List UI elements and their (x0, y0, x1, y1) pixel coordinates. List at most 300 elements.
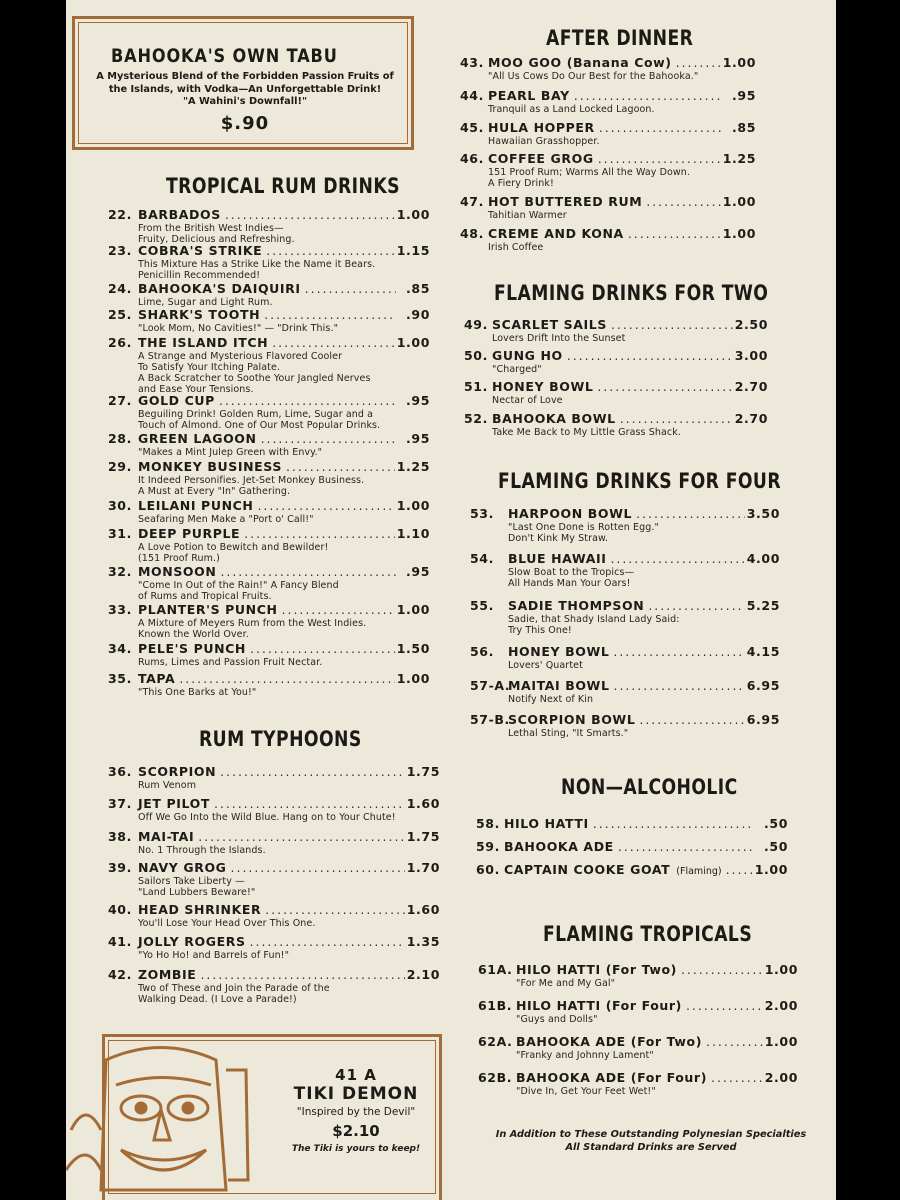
item-description-line: Hawaiian Grasshopper. (488, 136, 600, 147)
menu-item-line (460, 120, 756, 136)
item-name: HARPOON BOWL (508, 506, 633, 521)
item-price: 1.10 (396, 526, 430, 541)
menu-item (464, 379, 768, 406)
leader-dots (686, 998, 763, 1014)
item-number: 58. (476, 816, 500, 831)
item-price: 1.35 (406, 934, 440, 949)
menu-item-line (108, 281, 430, 297)
item-description-line: Sailors Take Liberty — (138, 876, 245, 887)
menu-item (460, 120, 756, 147)
item-name: NAVY GROG (138, 860, 227, 875)
menu-item-line (108, 602, 430, 618)
item-price: 1.00 (396, 602, 430, 617)
item-description-line: Lime, Sugar and Light Rum. (138, 297, 273, 308)
item-description (464, 333, 768, 344)
item-description-line: Don't Kink My Straw. (508, 533, 609, 544)
menu-item (108, 796, 440, 823)
menu-item (470, 712, 780, 739)
item-description-line: of Rums and Tropical Fruits. (138, 591, 272, 602)
menu-item-line (478, 998, 798, 1014)
item-name: BAHOOKA ADE (For Two) (516, 1034, 703, 1049)
item-description-line: (151 Proof Rum.) (138, 553, 220, 564)
menu-item-line (470, 644, 780, 660)
item-price: 1.00 (396, 671, 430, 686)
item-description (108, 351, 430, 395)
menu-item (108, 307, 430, 334)
leader-dots (261, 431, 396, 447)
item-number: 60. (476, 862, 500, 877)
leader-dots (250, 934, 405, 950)
heading-flaming-four: FLAMING DRINKS FOR FOUR (498, 469, 782, 493)
item-description (108, 323, 430, 334)
menu-item-line (460, 226, 756, 242)
item-description (464, 427, 768, 438)
item-name: COFFEE GROG (488, 151, 594, 166)
item-name: HILO HATTI (504, 816, 589, 831)
item-number: 50. (464, 348, 488, 363)
item-description (464, 395, 768, 406)
menu-item-line (108, 860, 440, 876)
item-number: 54. (470, 551, 494, 566)
item-description (108, 950, 440, 961)
item-description-line: Tranquil as a Land Locked Lagoon. (488, 104, 655, 115)
heading-flaming-tropicals: FLAMING TROPICALS (543, 922, 753, 946)
heading-rum-typhoons: RUM TYPHOONS (199, 727, 362, 751)
item-number: 55. (470, 598, 494, 613)
item-number: 56. (470, 644, 494, 659)
menu-item (108, 207, 430, 245)
item-price: 1.75 (406, 829, 440, 844)
menu-item (464, 348, 768, 375)
item-description-line: Lovers' Quartet (508, 660, 583, 671)
item-description (108, 223, 430, 245)
item-description-line: A Mixture of Meyers Rum from the West Indies. (138, 618, 367, 629)
item-name: BAHOOKA ADE (For Four) (516, 1070, 708, 1085)
item-price: .95 (406, 564, 430, 579)
item-number: 57-A. (470, 678, 511, 693)
menu-item-line (108, 335, 430, 351)
leader-dots (628, 226, 721, 242)
item-price: 1.00 (396, 498, 430, 513)
leader-dots (597, 379, 732, 395)
item-price: 1.00 (754, 862, 788, 877)
tabu-box (72, 16, 414, 150)
leader-dots (726, 862, 753, 878)
item-number: 53. (470, 506, 494, 521)
menu-item (108, 671, 430, 698)
menu-item-line (108, 641, 430, 657)
leader-dots (610, 551, 744, 567)
item-description-line: "Guys and Dolls" (516, 1014, 598, 1025)
item-name: BAHOOKA'S DAIQUIRI (138, 281, 301, 296)
item-name: JET PILOT (138, 796, 210, 811)
item-description-line: Rum Venom (138, 780, 197, 791)
item-name: SCORPION (138, 764, 217, 779)
leader-dots (264, 307, 396, 323)
menu-item-line (108, 564, 430, 580)
item-description-line: Two of These and Join the Parade of the (138, 983, 330, 994)
tabu-desc-line: "A Wahini's Downfall!" (182, 96, 308, 107)
item-description-line: "Yo Ho Ho! and Barrels of Fun!" (138, 950, 290, 961)
tiki-description: "Inspired by the Devil" (296, 1106, 416, 1118)
item-description (460, 104, 756, 115)
leader-dots (305, 281, 396, 297)
menu-item-line (460, 194, 756, 210)
footer-line: In Addition to These Outstanding Polynesian Specialties (495, 1129, 807, 1140)
heading-non-alcoholic: NON—ALCOHOLIC (561, 775, 738, 799)
menu-item (108, 564, 430, 602)
item-price: .90 (406, 307, 430, 322)
menu-item (108, 902, 440, 929)
tabu-desc-line: the Islands, with Vodka—An Unforgettable Drink! (108, 83, 382, 95)
menu-item (476, 862, 788, 878)
item-name: SADIE THOMPSON (508, 598, 645, 613)
item-description-line: Take Me Back to My Little Grass Shack. (492, 427, 681, 438)
leader-dots (676, 55, 721, 71)
menu-item-line (460, 55, 756, 71)
menu-item (478, 998, 798, 1025)
item-description-line: Notify Next of Kin (508, 694, 594, 705)
item-name: COBRA'S STRIKE (138, 243, 263, 258)
item-description (108, 983, 440, 1005)
menu-item (478, 962, 798, 989)
leader-dots (244, 526, 395, 542)
item-price: 1.75 (406, 764, 440, 779)
leader-dots (567, 348, 733, 364)
item-name: HILO HATTI (For Two) (516, 962, 677, 977)
item-description (470, 728, 780, 739)
leader-dots (200, 967, 404, 983)
tabu-description (75, 71, 415, 109)
item-price: .95 (732, 88, 756, 103)
menu-page (66, 0, 836, 1200)
item-price: 2.70 (734, 379, 768, 394)
menu-item-line (476, 839, 788, 855)
item-description (108, 447, 430, 458)
leader-dots (231, 860, 405, 876)
menu-item (108, 243, 430, 281)
item-description-line: Sadie, that Shady Island Lady Said: (508, 614, 680, 625)
item-number: 35. (108, 671, 132, 686)
item-price: 2.00 (764, 998, 798, 1013)
leader-dots (618, 839, 754, 855)
leader-dots (225, 207, 395, 223)
menu-item-line (476, 862, 788, 878)
item-number: 41. (108, 934, 132, 949)
item-description (478, 1086, 798, 1097)
item-name: GOLD CUP (138, 393, 215, 408)
item-description-line: A Love Potion to Bewitch and Bewilder! (138, 542, 329, 553)
item-description (108, 409, 430, 431)
menu-item (108, 335, 430, 395)
menu-item (464, 411, 768, 438)
item-price: 1.00 (764, 1034, 798, 1049)
leader-dots (636, 506, 745, 522)
item-description-line: "Look Mom, No Cavities!" — "Drink This." (138, 323, 339, 334)
item-description-line: A Must at Every "In" Gathering. (138, 486, 291, 497)
item-name: SCARLET SAILS (492, 317, 607, 332)
item-description (108, 876, 440, 898)
item-description-line: All Hands Man Your Oars! (508, 578, 631, 589)
item-number: 61A. (478, 962, 513, 977)
item-description-line: "Franky and Johnny Lament" (516, 1050, 654, 1061)
leader-dots (598, 151, 721, 167)
item-description-line: From the British West Indies— (138, 223, 284, 234)
leader-dots (220, 764, 405, 780)
item-name: JOLLY ROGERS (138, 934, 246, 949)
item-description-line: Touch of Almond. One of Our Most Popular Drinks. (138, 420, 381, 431)
menu-item (470, 644, 780, 671)
leader-dots (711, 1070, 763, 1086)
item-description-line: Slow Boat to the Tropics— (508, 567, 635, 578)
item-description-line: Tahitian Warmer (488, 210, 567, 221)
item-name: MAITAI BOWL (508, 678, 610, 693)
item-number: 51. (464, 379, 488, 394)
item-description-line: and Ease Your Tensions. (138, 384, 254, 395)
item-price: .95 (406, 431, 430, 446)
item-name: SCORPION BOWL (508, 712, 636, 727)
menu-item (464, 317, 768, 344)
item-number: 32. (108, 564, 132, 579)
item-price: 4.15 (746, 644, 780, 659)
leader-dots (648, 598, 744, 614)
item-number: 27. (108, 393, 132, 408)
menu-item (470, 678, 780, 705)
item-number: 34. (108, 641, 132, 656)
item-price: 1.25 (396, 459, 430, 474)
item-description (478, 978, 798, 989)
item-number: 36. (108, 764, 132, 779)
item-number: 23. (108, 243, 132, 258)
item-description-line: Beguiling Drink! Golden Rum, Lime, Sugar and a (138, 409, 374, 420)
menu-item (460, 194, 756, 221)
item-description (478, 1050, 798, 1061)
leader-dots (265, 902, 404, 918)
item-number: 57-B. (470, 712, 510, 727)
item-price: 6.95 (746, 678, 780, 693)
item-description (460, 242, 756, 253)
leader-dots (639, 712, 744, 728)
item-description (108, 687, 430, 698)
item-description-line: Off We Go Into the Wild Blue. Hang on to Your Chute! (138, 812, 396, 823)
item-number: 40. (108, 902, 132, 917)
item-number: 44. (460, 88, 484, 103)
item-price: 1.50 (396, 641, 430, 656)
item-description-line: Try This One! (508, 625, 572, 636)
leader-dots (214, 796, 405, 812)
leader-dots (219, 393, 396, 409)
item-description-line: "Charged" (492, 364, 542, 375)
menu-item-line (108, 243, 430, 259)
menu-item (108, 764, 440, 791)
menu-item-line (464, 411, 768, 427)
item-description-line: Irish Coffee (488, 242, 544, 253)
item-name: THE ISLAND ITCH (138, 335, 269, 350)
item-price: 2.10 (406, 967, 440, 982)
item-number: 48. (460, 226, 484, 241)
item-name: GREEN LAGOON (138, 431, 257, 446)
item-description (108, 259, 430, 281)
item-name: HOT BUTTERED RUM (488, 194, 643, 209)
item-price: 1.00 (722, 194, 756, 209)
item-price: 2.50 (734, 317, 768, 332)
item-price: 5.25 (746, 598, 780, 613)
leader-dots (198, 829, 405, 845)
menu-item-line (108, 796, 440, 812)
item-price: .85 (732, 120, 756, 135)
item-number: 25. (108, 307, 132, 322)
menu-item-line (460, 88, 756, 104)
item-description (470, 567, 780, 589)
leader-dots (179, 671, 394, 687)
item-price: 1.00 (764, 962, 798, 977)
item-name: PELE'S PUNCH (138, 641, 246, 656)
item-price: 1.00 (396, 207, 430, 222)
item-description (108, 475, 430, 497)
item-description (108, 812, 440, 823)
item-number: 33. (108, 602, 132, 617)
item-price: .85 (406, 281, 430, 296)
menu-item (108, 393, 430, 431)
item-number: 31. (108, 526, 132, 541)
item-description-line: "Dive In, Get Your Feet Wet!" (516, 1086, 656, 1097)
leader-dots (681, 962, 763, 978)
leader-dots (282, 602, 395, 618)
menu-item (108, 459, 430, 497)
menu-item-line (470, 551, 780, 567)
item-description-line: A Back Scratcher to Soothe Your Jangled Nerves (138, 373, 371, 384)
item-name: PEARL BAY (488, 88, 570, 103)
item-name: DEEP PURPLE (138, 526, 241, 541)
item-number: 43. (460, 55, 484, 70)
item-description (478, 1014, 798, 1025)
menu-item (108, 860, 440, 898)
item-description-line: 151 Proof Rum; Warms All the Way Down. (488, 167, 691, 178)
menu-item-line (108, 393, 430, 409)
item-price: 4.00 (746, 551, 780, 566)
item-number: 28. (108, 431, 132, 446)
menu-item (108, 602, 430, 640)
item-description-line: "Come In Out of the Rain!" A Fancy Blend (138, 580, 339, 591)
item-description-line: "Land Lubbers Beware!" (138, 887, 256, 898)
item-name: GUNG HO (492, 348, 563, 363)
item-description-line: You'll Lose Your Head Over This One. (138, 918, 316, 929)
item-name: HONEY BOWL (492, 379, 594, 394)
menu-item (108, 829, 440, 856)
menu-item-line (464, 379, 768, 395)
item-price: .50 (764, 816, 788, 831)
leader-dots (611, 317, 733, 333)
menu-item-line (108, 207, 430, 223)
item-number: 29. (108, 459, 132, 474)
item-description (108, 580, 430, 602)
item-price: 1.00 (722, 226, 756, 241)
item-name: BAHOOKA BOWL (492, 411, 616, 426)
menu-item-line (108, 431, 430, 447)
item-description-line: It Indeed Personifies. Jet-Set Monkey Business. (138, 475, 365, 486)
item-description-line: "For Me and My Gal" (516, 978, 616, 989)
leader-dots (613, 644, 744, 660)
item-number: 42. (108, 967, 132, 982)
item-description (108, 845, 440, 856)
item-description-line: A Strange and Mysterious Flavored Cooler (138, 351, 343, 362)
item-description-line: No. 1 Through the Islands. (138, 845, 266, 856)
item-description (108, 514, 430, 525)
leader-dots (266, 243, 395, 259)
menu-item-line (108, 829, 440, 845)
menu-item-line (464, 348, 768, 364)
menu-item-line (470, 712, 780, 728)
menu-item (108, 431, 430, 458)
item-price: 2.00 (764, 1070, 798, 1085)
tiki-price: $2.10 (332, 1122, 380, 1140)
menu-item-line (108, 934, 440, 950)
item-name: HULA HOPPER (488, 120, 595, 135)
item-description-line: To Satisfy Your Itching Palate. (138, 362, 281, 373)
item-name: SHARK'S TOOTH (138, 307, 261, 322)
item-description (460, 210, 756, 221)
menu-item-line (476, 816, 788, 832)
item-name: HEAD SHRINKER (138, 902, 262, 917)
item-number: 62B. (478, 1070, 513, 1085)
leader-dots (614, 678, 745, 694)
item-description (108, 657, 430, 668)
item-description (470, 694, 780, 705)
item-name: PLANTER'S PUNCH (138, 602, 278, 617)
tabu-price: $.90 (220, 113, 270, 134)
menu-item (108, 526, 430, 564)
item-name: MONKEY BUSINESS (138, 459, 282, 474)
item-price: 3.00 (734, 348, 768, 363)
menu-item (108, 281, 430, 308)
tabu-desc-line: A Mysterious Blend of the Forbidden Passion Fruits of (96, 71, 394, 82)
item-price: 1.25 (722, 151, 756, 166)
item-price: .50 (764, 839, 788, 854)
menu-item (478, 1070, 798, 1097)
item-name: BAHOOKA ADE (504, 839, 614, 854)
item-description (464, 364, 768, 375)
item-number: 37. (108, 796, 132, 811)
item-price: 1.00 (722, 55, 756, 70)
item-description (460, 136, 756, 147)
item-description-line: "Last One Done is Rotten Egg." (508, 522, 659, 533)
footer-line: All Standard Drinks are Served (565, 1142, 737, 1153)
item-price: 1.00 (396, 335, 430, 350)
menu-item (460, 55, 756, 82)
menu-item-line (108, 498, 430, 514)
menu-item-line (464, 317, 768, 333)
tabu-title: BAHOOKA'S OWN TABU (111, 45, 338, 67)
item-number: 24. (108, 281, 132, 296)
menu-item (108, 641, 430, 668)
item-name: CAPTAIN COOKE GOAT (504, 862, 671, 877)
item-description-line: Rums, Limes and Passion Fruit Nectar. (138, 657, 323, 668)
item-description-line: "All Us Cows Do Our Best for the Bahooka." (488, 71, 699, 82)
item-number: 46. (460, 151, 484, 166)
leader-dots (574, 88, 722, 104)
item-number: 59. (476, 839, 500, 854)
menu-item-line (108, 902, 440, 918)
tiki-number: 41 A (335, 1066, 377, 1084)
item-description (470, 660, 780, 671)
item-price: 1.15 (396, 243, 430, 258)
item-description-line: Seafaring Men Make a "Port o' Call!" (138, 514, 314, 525)
menu-item (478, 1034, 798, 1061)
item-description (108, 780, 440, 791)
menu-item (476, 839, 788, 855)
item-name: LEILANI PUNCH (138, 498, 254, 513)
menu-item (108, 967, 440, 1005)
